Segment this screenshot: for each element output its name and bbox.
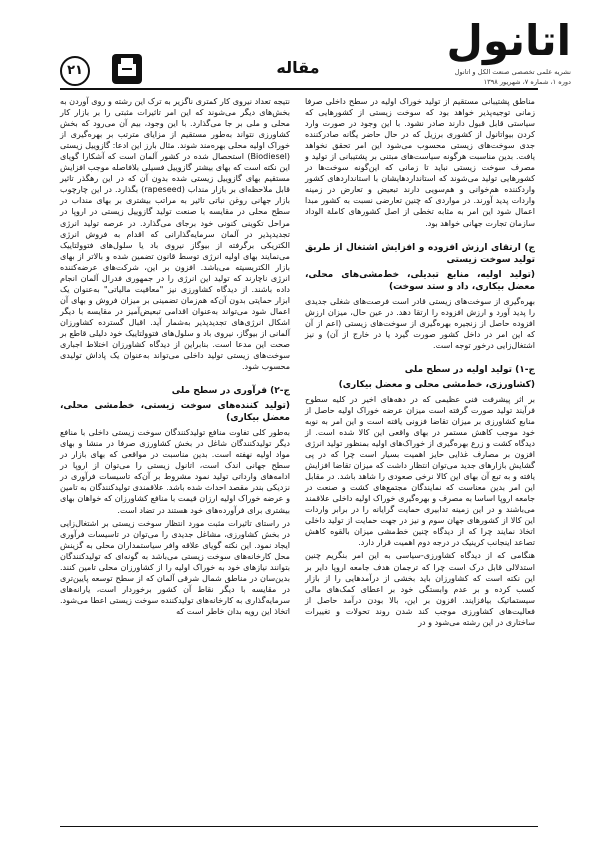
section-subheading: (تولید اولیه، منابع تبدیلی، خط‌مشی‌های محلی، معضل بیکاری، داد و ستد سوخت) [305, 269, 535, 292]
paragraph: نتیجه تعداد نیروی کار کمتری ناگزیر به ترک این رشته و روی آوردن به بخش‌های دیگر می‌شوند که این امر تاثیرات مثبتی را بر بازار کار محلی و ملی بر جا می‌گذارد. با این وجود، بیم آن می‌رود که بخش کشاورزی نتواند به‌طور مستقیم از مزایای مترتب بر بهره‌گیری از خوراک اولیه محلی بهره‌مند شوند. مثال بارز این ادعا: گازوییل زیستی (Biodiesel) استحصال شده در کشور آلمان است که آشکارا گویای این نکته است که بهای بیشتر گازوییل فسیلی بلافاصله موجب افزایش مستقیم بهای گازوییل زیستی شده بدون آن که در این رهگذر تاثیر قابل ملاحظه‌ای بر بازار منداب (rapeseed) بگذارد. در این چارچوب بازار جهانی روغن نباتی تاثیر به مراتب بیشتری بر بهای منداب در سطح محلی در مقایسه با صنعت تولید گازوییل زیستی در اروپا در مراحل تکوینی کنونی خود برجای می‌گذارد. در عرصه تولید انرژی تجدیدپذیر در آلمان سرمایه‌گذارانی که اقدام به فروش انرژی الکتریکی برگرفته از بیوگاز نیروی باد یا سلول‌های فتوولتاییک می‌نمایند بهای اولیه انرژی توسط قانون تضمین شده و بالاتر از بهای بازار الکتریسیته می‌باشد. افزون بر این، شرکت‌های عرضه‌کننده انرژی ناچارند که تولید این انرژی را در جمهوری فدرال آلمان انجام داده باشند. از دیدگاه کشاورزی نیز "معافیت مالیاتی" به‌عنوان یک ابزار حمایتی بدون آن‌که هم‌زمان تضمینی بر میزان فروش و بهای آن اعمال شود می‌تواند به‌عنوان اقدامی تبعیض‌آمیز در مقایسه با دیگر اشکال انرژی‌های تجدیدپذیر به‌شمار آید. اقبال گسترده کشاورزان آلمانی از بیوگاز، نیروی باد و سلول‌های فتوولتاییک خود دلیلی قاطع بر صحت این مدعا است. بنابراین از دیدگاه کشاورزان اختلاط اجباری سوخت‌های زیستی تولید داخلی می‌تواند به‌عنوان یک پاداش تولیدی محسوب شود. [60, 97, 290, 372]
section-heading: ج) ارتقای ارزش افزوده و افزایش اشتغال از طریق تولید سوخت زیستی [305, 242, 535, 265]
paragraph: به‌طور کلی تفاوت منافع تولیدکنندگان سوخت زیستی داخلی با منافع دیگر تولیدکنندگان شاغل در بخش کشاورزی صرفا در منشا و بهای مواد اولیه نهفته است. بدین مناسبت در مواقعی که بهای بازار در سطح جهانی اندک است، اتانول زیستی را می‌توان از اروپا در ادامه‌های وارداتی تولید نمود مشروط بر آن‌که تاسیسات فرآوری در نزدیکی بندر مقصد احداث شده باشد. علاقمندی تولیدکنندگان به تامین و عرضه خوراک اولیه ارزان قیمت با منافع کشاورزان که خواهان بهای بیشتری برای فرآورده‌های خود هستند در تضاد است. [60, 428, 290, 515]
paragraph: بر اثر پیشرفت فنی عظیمی که در دهه‌های اخیر در کلیه سطوح فرآیند تولید صورت گرفته است میزان عرضه خوراک اولیه حاصل از منابع کشاورزی بر میزان تقاضا فزونی یافته است و این امر به نوبه خود موجب کاهش مستمر در بهای واقعی این کالا شده است. از دیدگاه کشت و زرع بهره‌گیری از خوراک‌های اولیه بمنظور تولید انرژی افزون بر مصارف غذایی حایز اهمیت بسیار است چرا که در پی گشایش بازارهای جدید می‌توان انتظار داشت که میزان تقاضا افزایش یافته و به تبع آن بهای این کالا نرخی صعودی را شاهد باشد. در مقابل این امر بدین معناست که نمایندگان مجتمع‌های کشت و صنعت در جامعه اروپا اساسا به مصرف و بهره‌گیری خوراک اولیه داخلی علاقمند می‌باشند و در این زمینه تدابیری حمایت گرایانه را در برابر واردات این کالا از کشورهای جهان سوم و نیز در جهت حمایت از تولید داخلی اتخاذ نمایند چرا که از دیدگاه چنین خط‌مشی میزان بالقوه کاهش تصاعد اینجانب کرینیک در درجه دوم اهمیت قرار دارد. [305, 394, 535, 548]
section-subheading: (کشاورزی، خط‌مشی محلی و معضل بیکاری) [338, 379, 535, 390]
section-heading: ج-۲) فرآوری در سطح ملی [171, 386, 290, 397]
magazine-logo [417, 10, 577, 88]
paragraph: هنگامی که از دیدگاه کشاورزی-سیاسی به این امر بنگریم چنین استدلالی قابل درک است چرا که ترجمان هدف جامعه اروپا دایر بر این نکته است که کشاورزان باید بخشی از درآمدهایی را از بازار کسب کرده و بر عدم وابستگی خود بر اعطای کمک‌های مالی سیستماتیک بیافزایند. افزون بر این، بالا بودن درآمد حاصل از فعالیت‌های کشاورزی موجب کند شدن روند تحولات و تغییرات ساختاری در این رشته می‌شود و در [305, 551, 535, 627]
header-rule [60, 88, 538, 90]
logo-subtitle: نشریه علمی تخصصی صنعت الکل و اتانول [454, 68, 571, 76]
press-emblem-icon [110, 52, 144, 86]
logo-date: دوره ۱، شماره ۷، شهریور ۱۳۹۸ [483, 78, 571, 86]
paragraph: مناطق پشتیبانی مستقیم از تولید خوراک اولیه در سطح داخلی صرفا زمانی توجیه‌پذیر خواهد بود که سوخت زیستی از کشورهایی که سیاستی قابل قبول دارند صادر نشود. با این وجود در صورت وارد کردن بیواتانول از کشوری برزیل که در حال حاضر یگانه صادرکننده جدی سوخت‌های زیستی محسوب می‌شود این امر تحقق نخواهد یافت. بدین مناسبت هرگونه سیاست‌های مبتنی بر پشتیبانی از تولید و مصرف سوخت زیستی نباید تا زمانی که این‌گونه سوخت‌ها در کشورهایی تولید می‌شوند که استانداردهایشان با استانداردهای کشور واردکننده هم‌خوانی و هم‌سویی دارند تبعیض و تعارض در زمینه واردات پدید آورند. در مواردی که چنین تعارضی نسبت به کشور مبدا اعمال شود این امر به مثابه تخطی از اصل کشورهای کاملة الوداد سازمان تجارت جهانی خواهد بود. [305, 97, 535, 228]
section-subheading: (تولید کننده‌های سوخت زیستی، خط‌مشی محلی، معضل بیکاری) [60, 401, 290, 424]
page-number: ۲۱ [60, 56, 90, 86]
paragraph: بهره‌گیری از سوخت‌های زیستی قادر است فرصت‌های شغلی جدیدی را پدید آورد و ارزش افزوده را ارتقا دهد. در عین حال، میزان ارزش افزوده حاصل از زنجیره بهره‌گیری از سوخت‌های زیستی (اعم از آن که این امر در داخل کشور صورت گیرد یا در خارج از آن) و نیز اشتغال‌زایی درخور توجه است. [305, 296, 535, 350]
logo-title: اتانول [446, 16, 571, 65]
article-column-left [60, 96, 290, 619]
paragraph: در راستای تاثیرات مثبت مورد انتظار سوخت زیستی بر اشتغال‌زایی در بخش کشاورزی، مشاغل جدیدی را می‌توان در تاسیسات فرآوری ایجاد نمود. این نکته گویای علاقه وافر سیاستمداران محلی به گزینش محل کارخانه‌های سوخت زیستی می‌باشد به گونه‌ای که تولیدکنندگان بتوانند نیازهای خود به خوراک اولیه را از کشاورزان محلی تامین کنند. بدین‌سان در مناطق شمال شرقی آلمان که از سطح توسعه پایین‌تری در مقایسه با دیگر نقاط آن کشور برخوردار است، یارانه‌های سرمایه‌گذاری به کارخانه‌های تولیدکننده سوخت زیستی اعطا می‌شود. اتخاذ این رویه بدان خاطر است که [60, 518, 290, 616]
section-heading: ج-۱) تولید اولیه در سطح ملی [404, 364, 535, 375]
section-title: مقاله [276, 58, 320, 77]
page-header [0, 0, 595, 92]
footer-rule [60, 826, 538, 827]
article-column-right [305, 96, 535, 630]
